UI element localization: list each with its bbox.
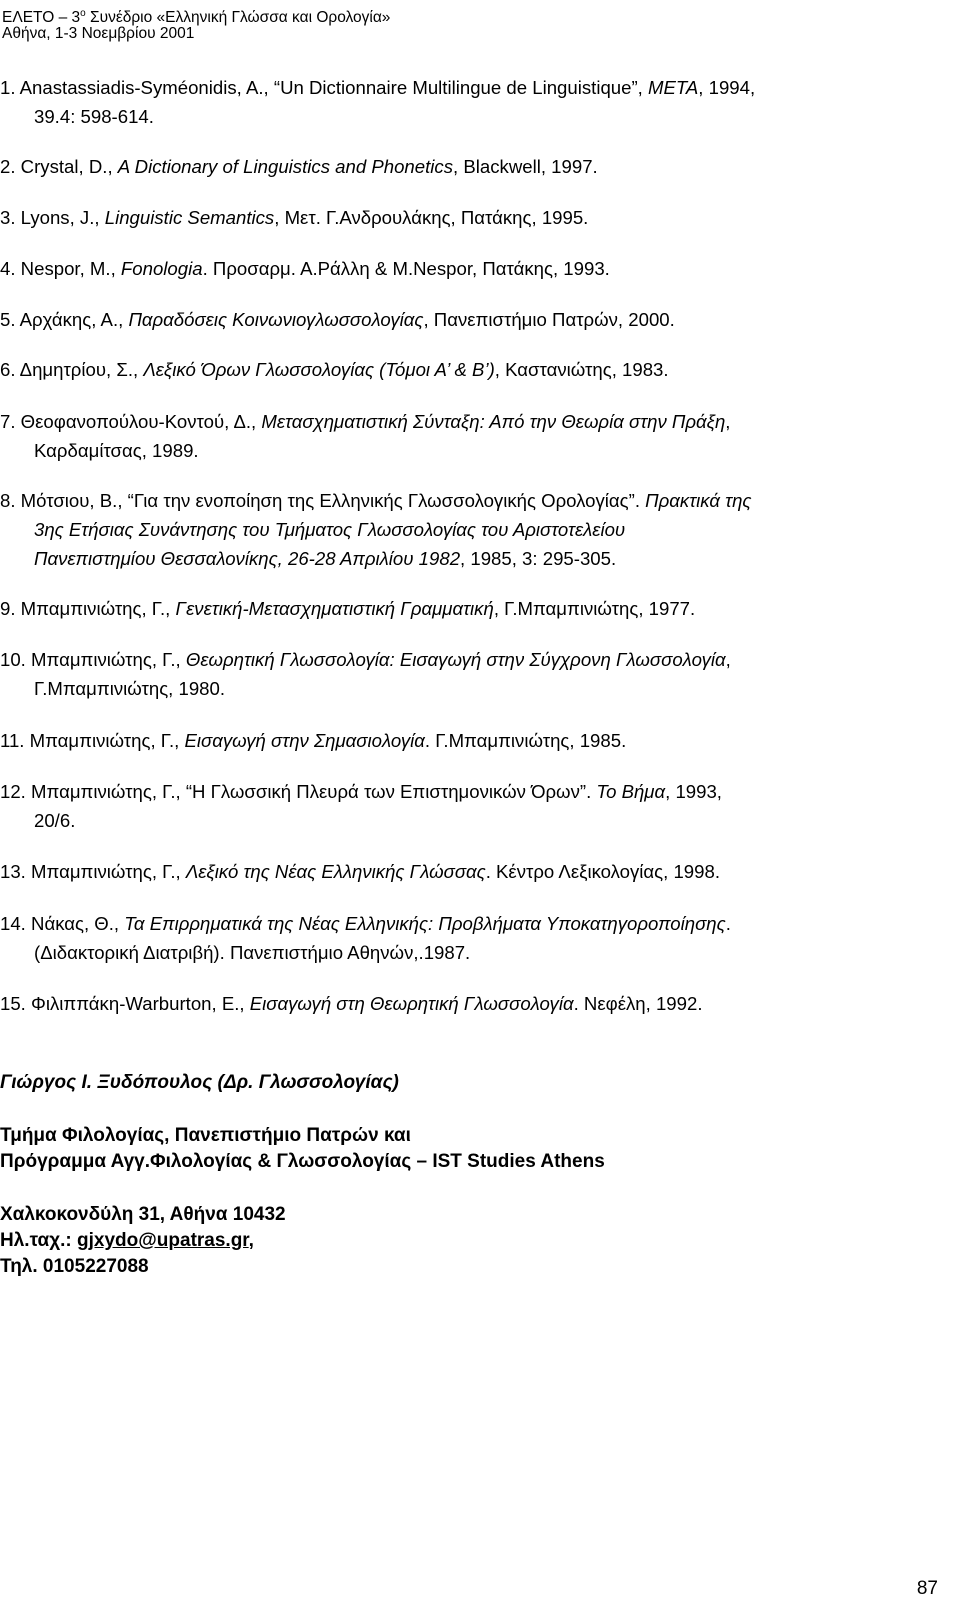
reference-11: 11. Μπαμπινιώτης, Γ., Εισαγωγή στην Σημασιολογία. Γ.Μπαμπινιώτης, 1985.	[0, 730, 627, 751]
reference-12: 12. Μπαμπινιώτης, Γ., “Η Γλωσσική Πλευρά των Επιστημονικών Όρων”. Το Βήμα, 1993,	[0, 781, 722, 802]
reference-10: 10. Μπαμπινιώτης, Γ., Θεωρητική Γλωσσολογία: Εισαγωγή στην Σύγχρονη Γλωσσολογία,	[0, 649, 731, 670]
reference-8-cont-2: Πανεπιστημίου Θεσσαλονίκης, 26-28 Απριλίου 1982, 1985, 3: 295-305.	[34, 548, 617, 569]
reference-9: 9. Μπαμπινιώτης, Γ., Γενετική-Μετασχηματιστική Γραμματική, Γ.Μπαμπινιώτης, 1977.	[0, 598, 696, 619]
reference-13: 13. Μπαμπινιώτης, Γ., Λεξικό της Νέας Ελληνικής Γλώσσας. Κέντρο Λεξικολογίας, 1998.	[0, 861, 720, 882]
affiliation-line-2: Πρόγραμμα Αγγ.Φιλολογίας & Γλωσσολογίας – IST Studies Athens	[0, 1151, 605, 1172]
affiliation-line-1: Τμήμα Φιλολογίας, Πανεπιστήμιο Πατρών και	[0, 1125, 411, 1146]
reference-5: 5. Αρχάκης, Α., Παραδόσεις Κοινωνιογλωσσολογίας, Πανεπιστήμιο Πατρών, 2000.	[0, 309, 675, 330]
reference-14: 14. Νάκας, Θ., Τα Επιρρηματικά της Νέας Ελληνικής: Προβλήματα Υποκατηγοροποίησης.	[0, 913, 731, 934]
reference-2: 2. Crystal, D., A Dictionary of Linguistics and Phonetics, Blackwell, 1997.	[0, 156, 598, 177]
reference-8: 8. Μότσιου, Β., “Για την ενοποίηση της Ελληνικής Γλωσσολογικής Ορολογίας”. Πρακτικά της	[0, 490, 752, 511]
email-line: Ηλ.ταχ.: gjxydo@upatras.gr,	[0, 1230, 254, 1251]
reference-15: 15. Φιλιππάκη-Warburton, Ε., Εισαγωγή στη Θεωρητική Γλωσσολογία. Νεφέλη, 1992.	[0, 993, 703, 1014]
address: Χαλκοκονδύλη 31, Αθήνα 10432	[0, 1204, 286, 1225]
author-name: Γιώργος Ι. Ξυδόπουλος (Δρ. Γλωσσολογίας)	[0, 1072, 399, 1093]
reference-7: 7. Θεοφανοπούλου-Κοντού, Δ., Μετασχηματιστική Σύνταξη: Από την Θεωρία στην Πράξη,	[0, 411, 731, 432]
reference-7-cont: Καρδαμίτσας, 1989.	[34, 440, 199, 461]
reference-12-cont: 20/6.	[34, 810, 76, 831]
header-conference: ΕΛΕΤΟ – $3^o$ Συνέδριο «Ελληνική Γλώσσα και Ορολογία»	[2, 8, 391, 26]
reference-14-cont: (Διδακτορική Διατριβή). Πανεπιστήμιο Αθηνών,.1987.	[34, 942, 471, 963]
phone: Τηλ. 0105227088	[0, 1256, 149, 1277]
reference-8-cont-1: 3ης Ετήσιας Συνάντησης του Τμήματος Γλωσσολογίας του Αριστοτελείου	[34, 519, 626, 540]
header-date: Αθήνα, 1-3 Νοεμβρίου 2001	[2, 25, 195, 42]
reference-10-cont: Γ.Μπαμπινιώτης, 1980.	[34, 678, 226, 699]
reference-1: 1. Anastassiadis-Syméonidis, A., “Un Dictionnaire Multilingue de Linguistique”, META, 1994,	[0, 77, 756, 98]
reference-1-cont: 39.4: 598-614.	[34, 106, 154, 127]
reference-6: 6. Δημητρίου, Σ., Λεξικό Όρων Γλωσσολογίας (Τόμοι Α’ & Β’), Καστανιώτης, 1983.	[0, 359, 669, 380]
page-number: 87	[916, 1578, 938, 1599]
reference-4: 4. Nespor, M., Fonologia. Προσαρμ. Α.Ράλλη & Μ.Nespor, Πατάκης, 1993.	[0, 258, 610, 279]
email-link[interactable]: gjxydo@upatras.gr	[77, 1230, 249, 1251]
reference-3: 3. Lyons, J., Linguistic Semantics, Μετ. Γ.Ανδρουλάκης, Πατάκης, 1995.	[0, 207, 589, 228]
